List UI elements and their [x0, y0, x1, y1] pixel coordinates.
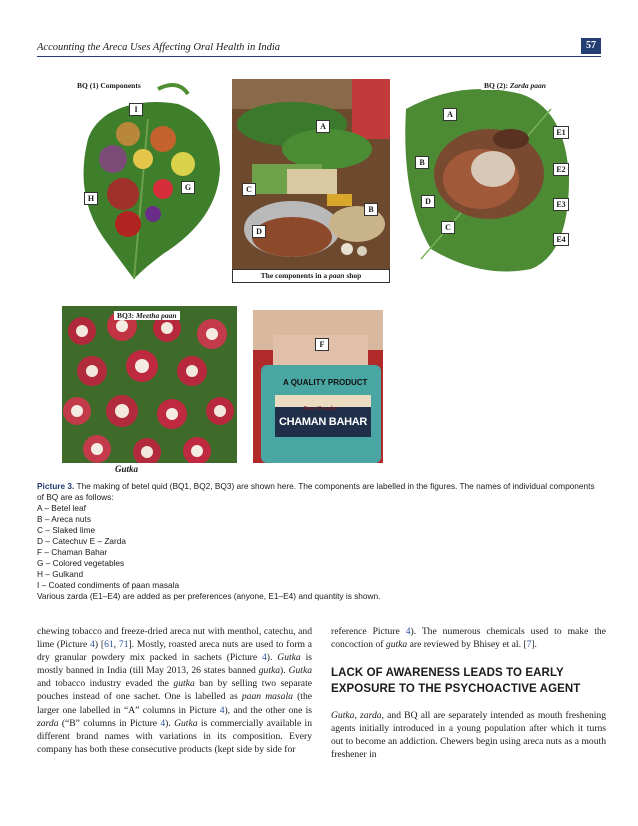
emphasis: zarda — [37, 717, 59, 729]
photo-bq2-zarda-paan — [401, 79, 569, 277]
figure-caption — [37, 481, 603, 602]
emphasis: Gutka — [277, 652, 301, 664]
shop-title-em: paan — [329, 271, 345, 280]
text-run: ). — [165, 717, 175, 729]
paragraph — [331, 625, 606, 651]
text-run: , — [354, 710, 361, 722]
text-run: ). — [266, 652, 278, 664]
bq2-label-E1: E1 — [553, 126, 569, 139]
bq1-label-H: H — [84, 192, 98, 205]
photo-bq1-components — [68, 79, 223, 279]
text-run: ban by selling two separate pouches instead of one sachet. One is labelled as — [37, 678, 312, 703]
photo-paan-shop — [232, 79, 390, 283]
page-number: 57 — [581, 38, 601, 54]
emphasis: gutka — [258, 665, 281, 677]
emphasis: gutka — [173, 678, 195, 690]
paragraph — [331, 709, 606, 761]
text-run: ]. Mostly, roasted areca nuts are used to form a dry granular powdery mix packed in sachets (Picture — [37, 639, 313, 664]
emphasis: Gutka — [174, 717, 198, 729]
text-run: are reviewed by Bhisey et al. [ — [407, 639, 527, 651]
bq3-title-em: Meetha paan — [135, 311, 177, 320]
text-run: (“B” columns in Picture — [58, 717, 161, 729]
bq3-title — [114, 311, 180, 320]
text-run: is commercially available in different brand names with variations in its composition. Every company has both these consecutive products (kept side by side for — [37, 717, 312, 755]
bq1-label-G: G — [181, 181, 195, 194]
bq2-label-E4: E4 — [553, 233, 569, 246]
text-run: reference Picture — [331, 626, 406, 637]
running-title: Accounting the Areca Uses Affecting Oral Health in India — [37, 42, 281, 53]
text-run: ), and the other one is — [224, 704, 312, 716]
text-run: , and BQ all are separately intended as mouth freshening agents initially introduced in a young population after which it turns out to become an addiction. Chewers begin using areca nuts as a mouth freshener in — [331, 710, 607, 761]
caption-item: D – Catechuv E – Zarda — [37, 536, 127, 546]
emphasis: gutka — [385, 639, 408, 651]
picture-ref-link[interactable]: 4 — [160, 717, 166, 729]
citation-link[interactable]: 71 — [118, 639, 129, 651]
picture-ref-link[interactable]: 4 — [261, 652, 267, 664]
text-run: ). The numerous chemicals used to make the concoction of — [331, 626, 606, 651]
bq2-label-D: D — [421, 195, 435, 208]
shop-label-B: B — [364, 203, 378, 216]
bq2-label-E3: E3 — [553, 198, 569, 211]
shop-title — [232, 269, 390, 283]
emphasis: paan masala — [241, 691, 293, 703]
bq1-illustration — [68, 79, 223, 279]
bq2-label-C: C — [441, 221, 455, 234]
bq3-illustration — [62, 306, 237, 463]
shop-title-suffix: shop — [344, 271, 362, 280]
caption-item: G – Colored vegetables — [37, 558, 125, 568]
body-column-left — [37, 625, 312, 756]
caption-lead — [37, 481, 603, 503]
text-run: (the larger one labelled in “A” columns in Picture — [37, 691, 312, 716]
text-run: ]. — [531, 639, 537, 651]
tin-text-rose: Rose Powder — [303, 405, 338, 412]
emphasis: Gutka — [288, 665, 313, 677]
bq2-title-prefix: BQ (2): — [484, 81, 510, 90]
bq1-label-I: I — [129, 103, 143, 116]
caption-closing: Various zarda (E1–E4) are added as per preferences (anyone, E1–E4) and quantity is shown. — [37, 591, 381, 601]
bq2-title — [481, 81, 549, 90]
citation-link[interactable]: 7 — [526, 639, 532, 651]
tin-label-F: F — [315, 338, 329, 351]
header-rule — [37, 56, 601, 57]
bq2-title-em: Zarda paan — [509, 81, 546, 90]
text-run: ) [ — [94, 639, 105, 651]
picture-ref-link[interactable]: 4 — [90, 639, 95, 651]
shop-illustration — [232, 79, 390, 283]
text-run: and tobacco industry evaded the — [37, 678, 174, 690]
caption-item: C – Slaked lime — [37, 525, 96, 535]
photo-chaman-bahar-tin — [253, 310, 383, 463]
caption-item: A – Betel leaf — [37, 503, 86, 513]
photo-bq3-meetha-paan — [62, 306, 237, 463]
bq1-title: BQ (1) Components — [74, 81, 144, 90]
text-run: ). — [280, 665, 289, 677]
shop-label-A: A — [316, 120, 330, 133]
shop-title-prefix: The components in a — [260, 271, 330, 280]
caption-item: H – Gulkand — [37, 569, 84, 579]
caption-item: B – Areca nuts — [37, 514, 91, 524]
emphasis: zarda — [360, 710, 382, 722]
caption-label: Picture 3. — [37, 481, 75, 491]
section-heading: LACK OF AWARENESS LEADS TO EARLY EXPOSURE TO THE PSYCHOACTIVE AGENT — [331, 667, 581, 696]
text-run: is mostly banned in India (till May 2013, 26 states banned — [37, 652, 312, 677]
bq2-label-A: A — [443, 108, 457, 121]
picture-ref-link[interactable]: 4 — [405, 626, 411, 637]
bq2-illustration — [401, 79, 569, 277]
tin-text-brand: CHAMAN BAHAR — [278, 416, 368, 428]
shop-label-C: C — [242, 183, 256, 196]
text-run: chewing tobacco and freeze-dried areca nut with menthol, catechu, and lime (Picture — [37, 626, 312, 651]
bq2-label-E2: E2 — [553, 163, 569, 176]
tin-text-quality: A QUALITY PRODUCT — [283, 378, 368, 387]
emphasis: Gutka — [331, 710, 355, 722]
text-run: , — [113, 639, 119, 651]
caption-text: The making of betel quid (BQ1, BQ2, BQ3) are shown here. The components are labelled in the figures. The names of individual components of BQ are as follows: — [37, 481, 595, 502]
caption-item: I – Coated condiments of paan masala — [37, 580, 180, 590]
citation-link[interactable]: 61 — [104, 639, 114, 651]
caption-item: F – Chaman Bahar — [37, 547, 108, 557]
gutka-caption: Gutka — [115, 464, 139, 474]
bq3-title-prefix: BQ3: — [117, 311, 136, 320]
picture-ref-link[interactable]: 4 — [219, 704, 225, 716]
shop-label-D: D — [252, 225, 266, 238]
body-column-right — [331, 625, 606, 762]
bq2-label-B: B — [415, 156, 429, 169]
